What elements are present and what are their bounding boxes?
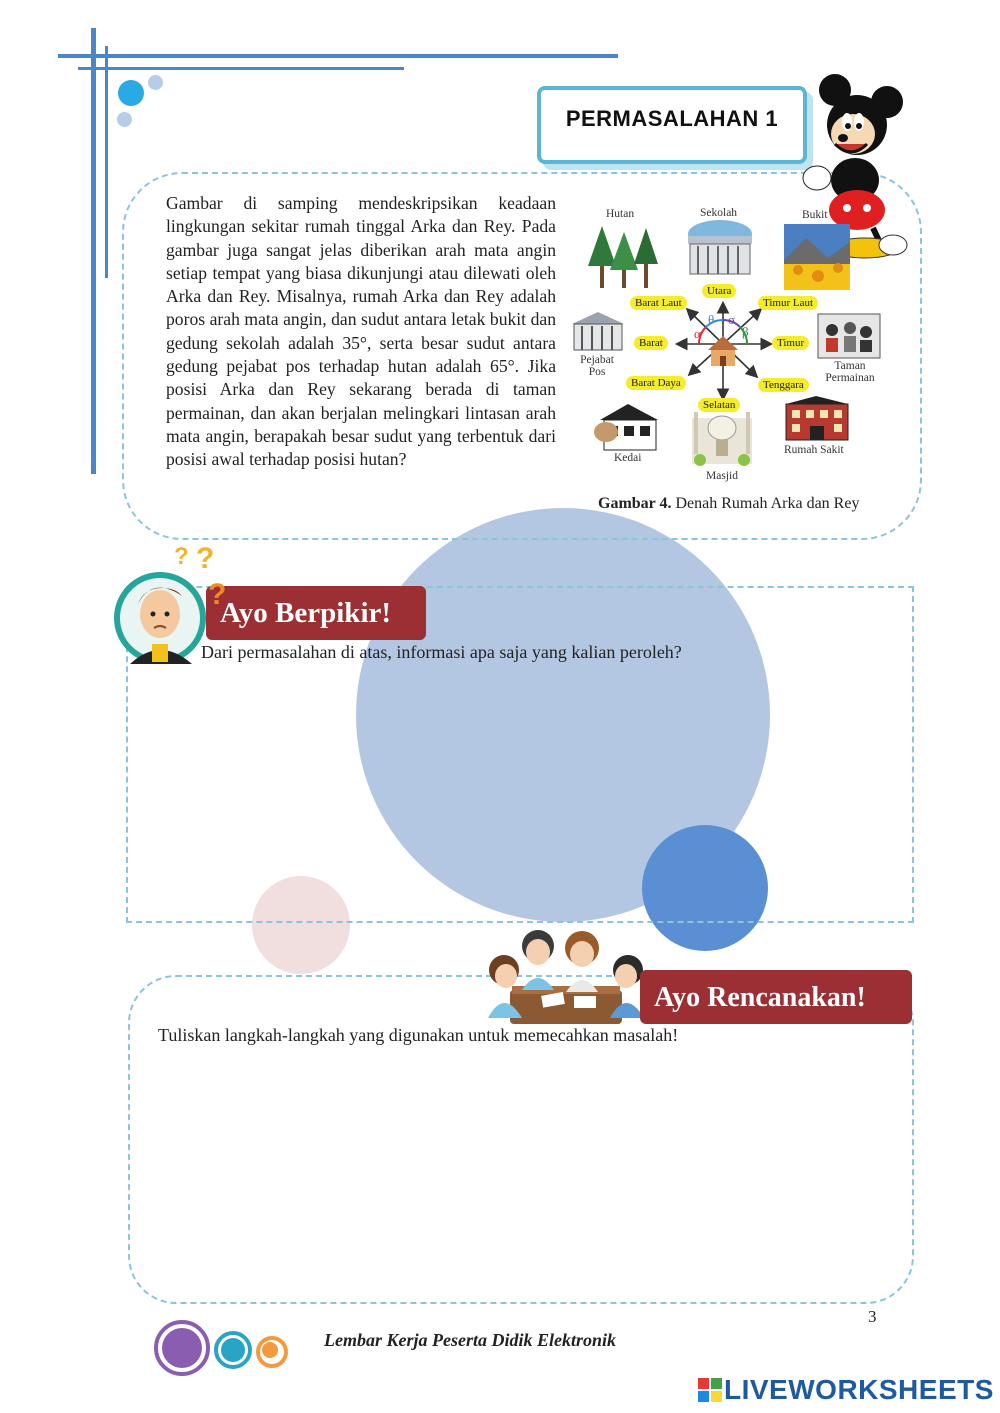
direction-barat-laut: Barat Laut <box>630 296 687 310</box>
corner-line-vertical-left <box>91 28 96 474</box>
berpikir-banner: Ayo Berpikir! <box>206 586 426 640</box>
place-label-rumah-sakit: Rumah Sakit <box>784 444 844 456</box>
kedai-image <box>594 404 658 450</box>
berpikir-question: Dari permasalahan di atas, informasi apa saja yang kalian peroleh? <box>201 642 682 662</box>
svg-text:?: ? <box>208 578 227 611</box>
problem-text: Gambar di samping mendeskripsikan keadaan lingkungan sekitar rumah tinggal Arka dan Rey. Pada gambar juga sangat jelas diberikan arah mata angin setiap tempat yang biasa dikunjungi atau dilewati oleh Arka dan Rey. Misalnya, rumah Arka dan Rey adalah poros arah mata angin, dan sudut antara letak bukit dan gedung sekolah adalah 35°, serta besar sudut antara gedung pejabat pos terhadap hutan adalah 65°. Jika posisi Arka dan Rey sekarang berada di taman permainan, dan akan berjalan melingkari lintasan arah mata angin, berapakah besar sudut yang terbentuk dari posisi awal terhadap posisi hutan? <box>166 193 556 470</box>
corner-line-vertical-second <box>105 46 108 278</box>
place-label-pejabat-pos: Pejabat Pos <box>580 354 614 378</box>
direction-selatan: Selatan <box>698 398 740 412</box>
footer-circle-teal-inner <box>221 1338 245 1362</box>
liveworksheets-brand[interactable] <box>698 1374 994 1406</box>
problem-title: PERMASALAHAN 1 <box>565 106 779 131</box>
taman-permainan-image <box>818 314 880 358</box>
brand-text: LIVEWORKSHEETS <box>724 1374 994 1405</box>
page-number: 3 <box>868 1307 877 1326</box>
figure-caption <box>598 495 859 513</box>
direction-timur-laut: Timur Laut <box>758 296 818 310</box>
compass-figure <box>566 204 886 494</box>
corner-line-horizontal-second <box>78 67 404 70</box>
sekolah-image <box>688 220 752 274</box>
decor-dot-small <box>148 75 163 90</box>
figure-caption-text: Denah Rumah Arka dan Rey <box>671 495 860 512</box>
svg-text:?: ? <box>196 544 215 575</box>
angle-sigma: σ <box>728 312 736 327</box>
place-label-bukit: Bukit <box>802 209 828 221</box>
hutan-image <box>588 226 658 288</box>
figure-caption-label: Gambar 4. <box>598 495 672 512</box>
svg-text:?: ? <box>174 544 189 570</box>
corner-line-horizontal-top <box>58 54 618 58</box>
direction-utara: Utara <box>702 284 736 298</box>
place-label-masjid: Masjid <box>706 470 738 482</box>
problem-title-tag <box>537 86 807 164</box>
footer-circle-purple-inner <box>162 1328 202 1368</box>
rencana-banner: Ayo Rencanakan! <box>640 970 912 1024</box>
liveworksheets-logo-icon <box>698 1378 722 1402</box>
angle-alpha: α <box>694 326 701 341</box>
bukit-image <box>784 224 850 290</box>
direction-barat: Barat <box>634 336 668 350</box>
direction-timur: Timur <box>772 336 809 350</box>
footer-circle-orange-inner <box>262 1342 278 1358</box>
direction-tenggara: Tenggara <box>758 378 809 392</box>
decor-dot-large <box>118 80 144 106</box>
place-label-hutan: Hutan <box>606 208 635 220</box>
decor-dot-small-2 <box>117 112 132 127</box>
rencana-question: Tuliskan langkah-langkah yang digunakan untuk memecahkan masalah! <box>158 1025 679 1045</box>
students-group-image <box>482 922 648 1028</box>
angle-theta: θ <box>708 312 715 327</box>
footer-text: Lembar Kerja Peserta Didik Elektronik <box>324 1330 616 1350</box>
angle-beta: β <box>742 324 749 339</box>
place-label-kedai: Kedai <box>614 452 642 464</box>
place-label-sekolah: Sekolah <box>700 207 738 219</box>
place-label-taman-permainan: Taman Permainan <box>825 360 875 384</box>
rumah-sakit-image <box>786 396 848 440</box>
masjid-image <box>692 412 752 466</box>
pejabat-pos-image <box>572 312 624 350</box>
direction-barat-daya: Barat Daya <box>626 376 686 390</box>
